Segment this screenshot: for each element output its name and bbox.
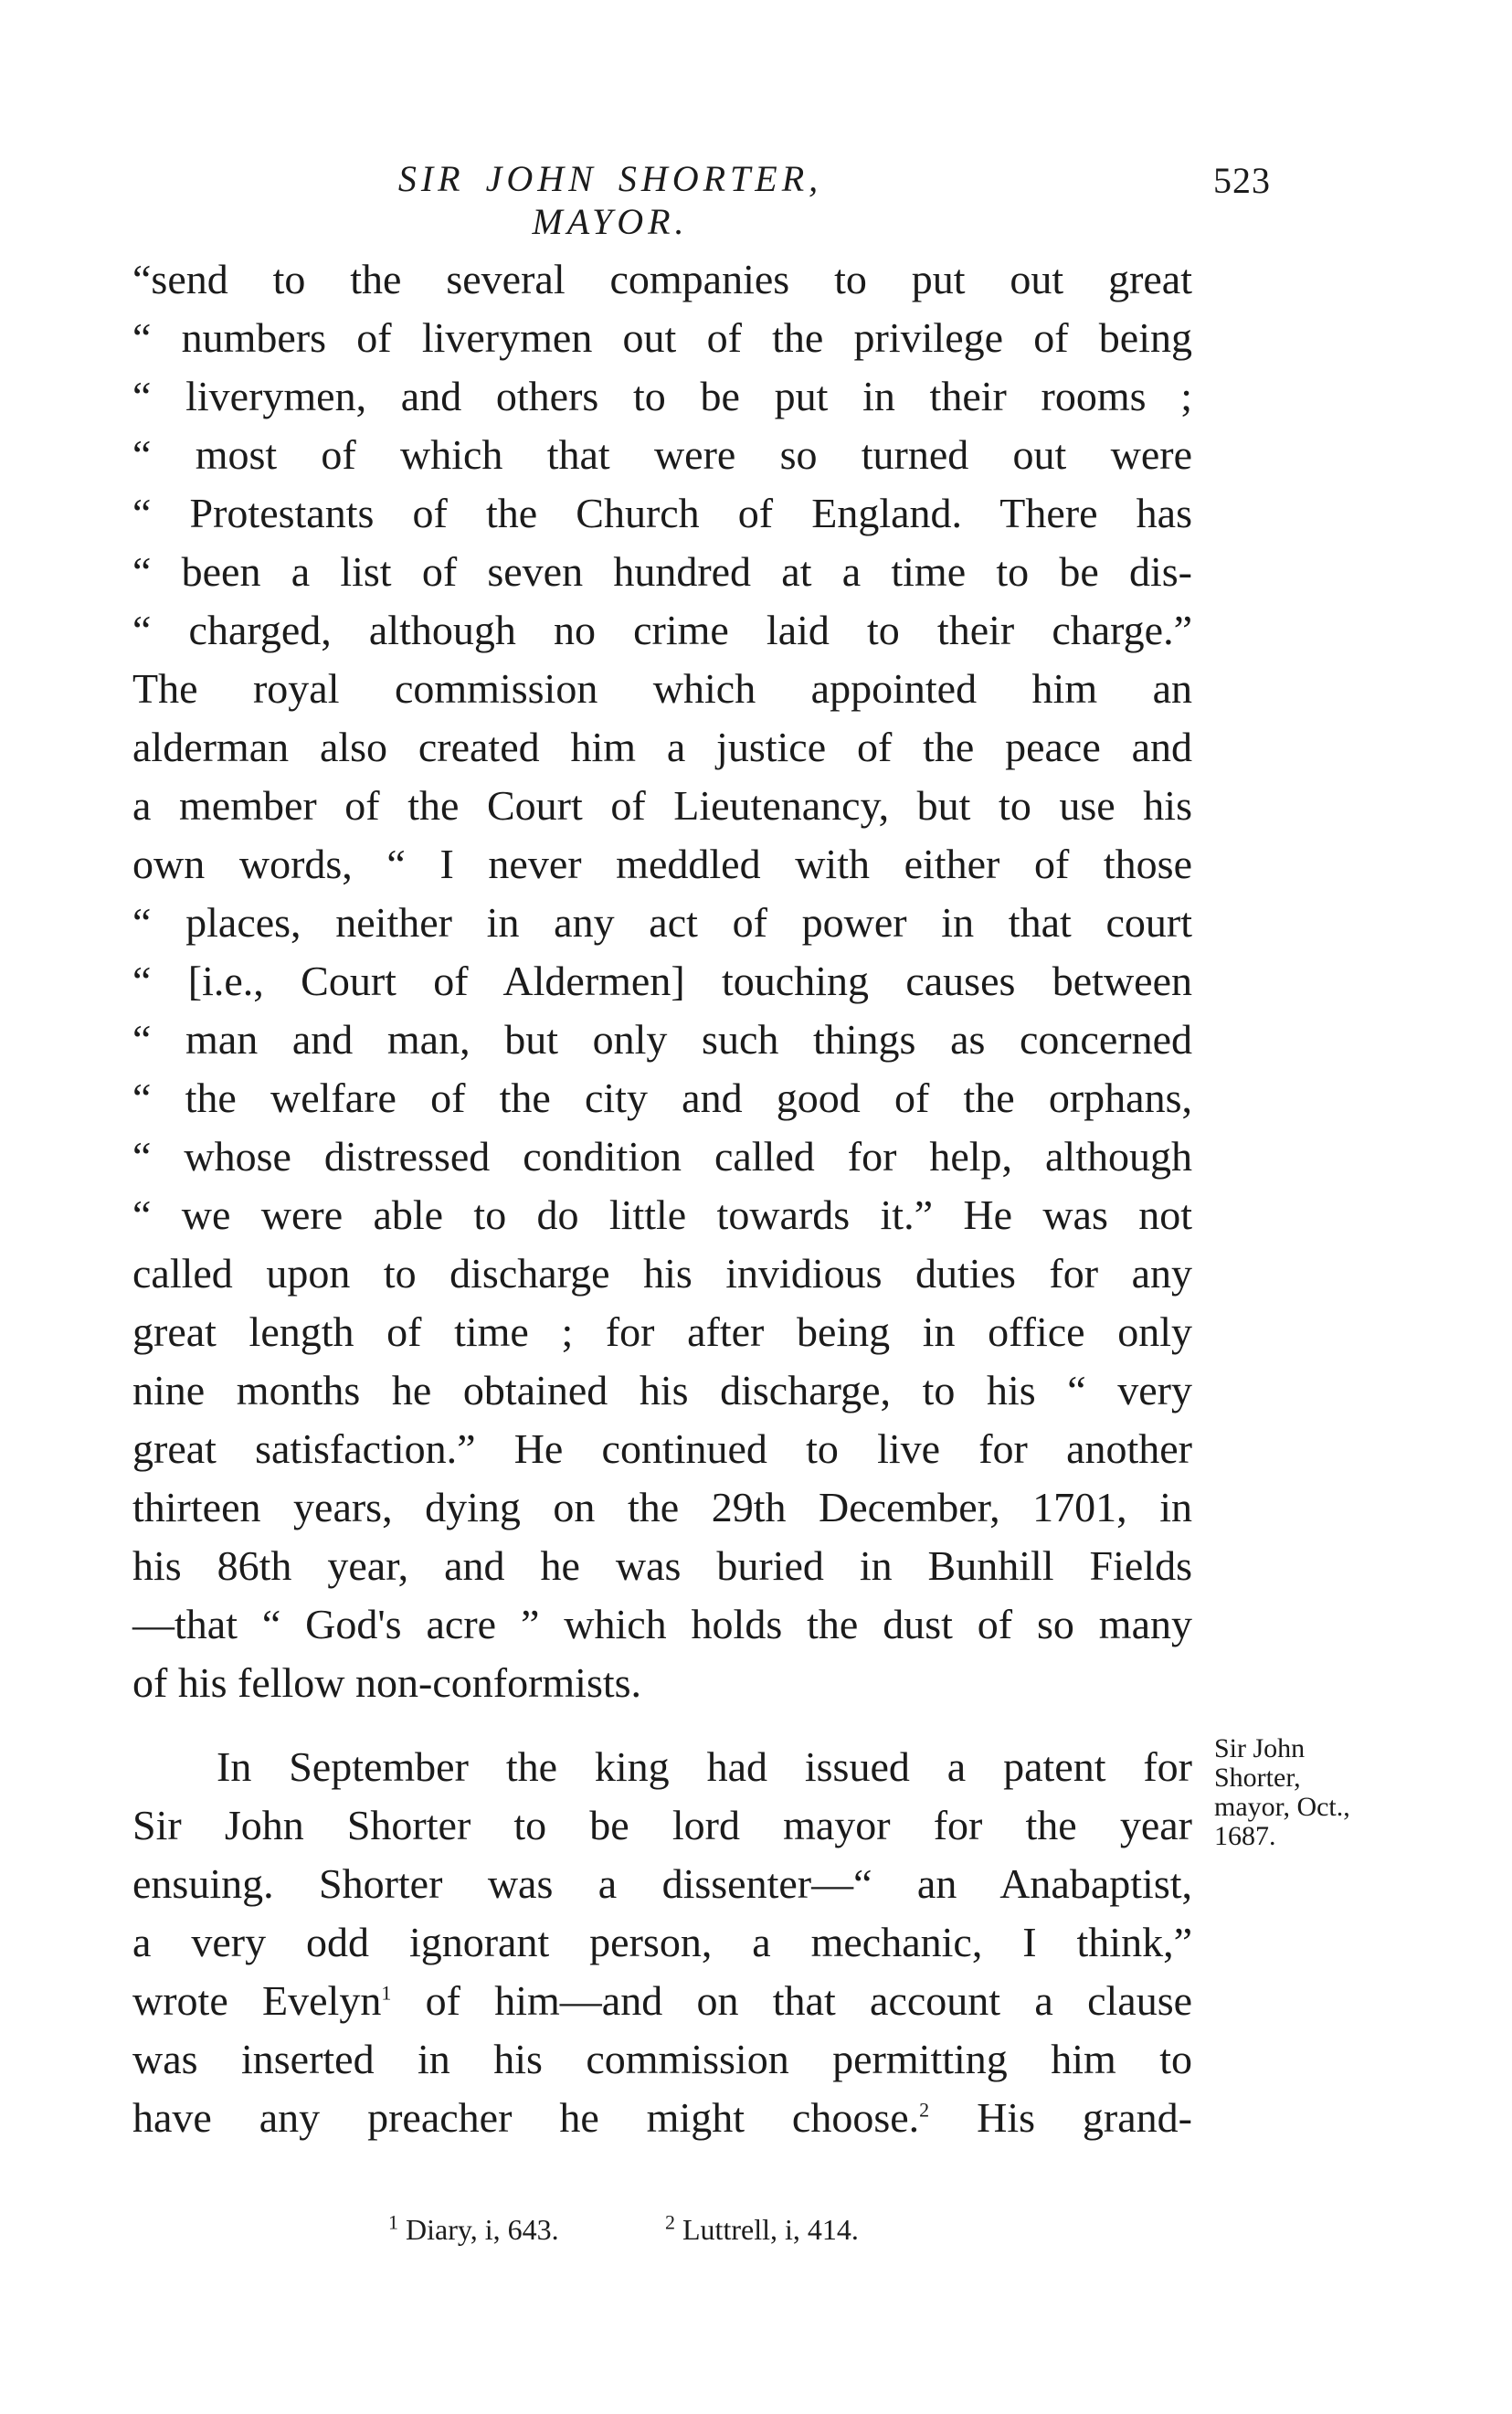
text-line: “ whose distressed condition called for help, although — [132, 1133, 1192, 1180]
text-line: alderman also created him a justice of the peace and — [132, 724, 1192, 770]
text-line: “ Protestants of the Church of England. There has — [132, 490, 1192, 536]
text-line: “ been a list of seven hundred at a time to be dis- — [132, 548, 1192, 595]
footnote-text-2: Luttrell, i, 414. — [675, 2213, 859, 2246]
text-line: great length of time ; for after being in office only — [132, 1308, 1192, 1355]
text-line: great satisfaction.” He continued to live for another — [132, 1425, 1192, 1472]
text-line: In September the king had issued a patent for — [217, 1743, 1192, 1790]
text-line: “ places, neither in any act of power in that court — [132, 899, 1192, 946]
text-line — [132, 2089, 1192, 2147]
text-line: a very odd ignorant person, a mechanic, I think,” — [132, 1919, 1192, 1965]
text-line: was inserted in his commission permitting him to — [132, 2036, 1192, 2082]
marginal-note-line: Shorter, — [1214, 1763, 1301, 1793]
text-line: a member of the Court of Lieutenancy, but to use his — [132, 782, 1192, 829]
marginal-note-line: Sir John — [1214, 1733, 1306, 1763]
footnote-text-1: Diary, i, 643. — [398, 2213, 559, 2246]
main-text — [132, 250, 1192, 2147]
text-segment: His grand- — [929, 2094, 1192, 2141]
footnotes — [0, 2210, 1512, 2259]
footnote-mark-2: 2 — [665, 2210, 675, 2234]
text-line: thirteen years, dying on the 29th December, 1701, in — [132, 1484, 1192, 1530]
text-line: The royal commission which appointed him an — [132, 665, 1192, 712]
marginal-note-line: mayor, Oct., — [1214, 1792, 1350, 1822]
running-head — [0, 157, 1512, 242]
text-line: nine months he obtained his discharge, to his “ very — [132, 1367, 1192, 1413]
text-line: his 86th year, and he was buried in Bunhill Fields — [132, 1542, 1192, 1589]
footnote-1 — [388, 2210, 559, 2247]
text-line: “ charged, although no crime laid to their charge.” — [132, 607, 1192, 653]
paragraph-gap — [132, 1712, 1192, 1738]
text-line: “ most of which that were so turned out were — [132, 431, 1192, 478]
text-segment: have any preacher he might choose. — [132, 2094, 920, 2141]
text-segment: of him—and on that account a clause — [391, 1977, 1193, 2024]
marginal-note — [1214, 1733, 1350, 1851]
running-title: SIR JOHN SHORTER, MAYOR. — [397, 158, 823, 242]
footnote-ref-1: 1 — [381, 1981, 392, 2005]
text-line: own words, “ I never meddled with either of those — [132, 841, 1192, 887]
paragraph-2 — [132, 1738, 1192, 2147]
page-number: 523 — [1213, 160, 1271, 201]
text-line: “ man and man, but only such things as concerned — [132, 1016, 1192, 1063]
text-line: called upon to discharge his invidious duties for any — [132, 1250, 1192, 1297]
text-line: —that “ God's acre ” which holds the dust of so many — [132, 1601, 1192, 1647]
text-segment: wrote Evelyn — [132, 1977, 382, 2024]
text-line: “ we were able to do little towards it.” He was not — [132, 1191, 1192, 1238]
text-line: ensuing. Shorter was a dissenter—“ an Anabaptist, — [132, 1860, 1192, 1907]
text-line: Sir John Shorter to be lord mayor for the year — [132, 1802, 1192, 1848]
text-line — [132, 1972, 1192, 2030]
text-line: of his fellow non-conformists. — [132, 1659, 642, 1706]
text-line: “ liverymen, and others to be put in their rooms ; — [132, 373, 1192, 419]
footnote-ref-2: 2 — [919, 2098, 930, 2122]
footnote-mark-1: 1 — [388, 2210, 398, 2234]
text-line: “send to the several companies to put out great — [132, 256, 1192, 302]
text-line: “ [i.e., Court of Aldermen] touching causes between — [132, 958, 1192, 1004]
paragraph-1 — [132, 250, 1192, 1712]
text-line: “ numbers of liverymen out of the privilege of being — [132, 314, 1192, 361]
text-line: “ the welfare of the city and good of the orphans, — [132, 1075, 1192, 1121]
footnote-2 — [665, 2210, 859, 2247]
marginal-note-line: 1687. — [1214, 1821, 1276, 1851]
